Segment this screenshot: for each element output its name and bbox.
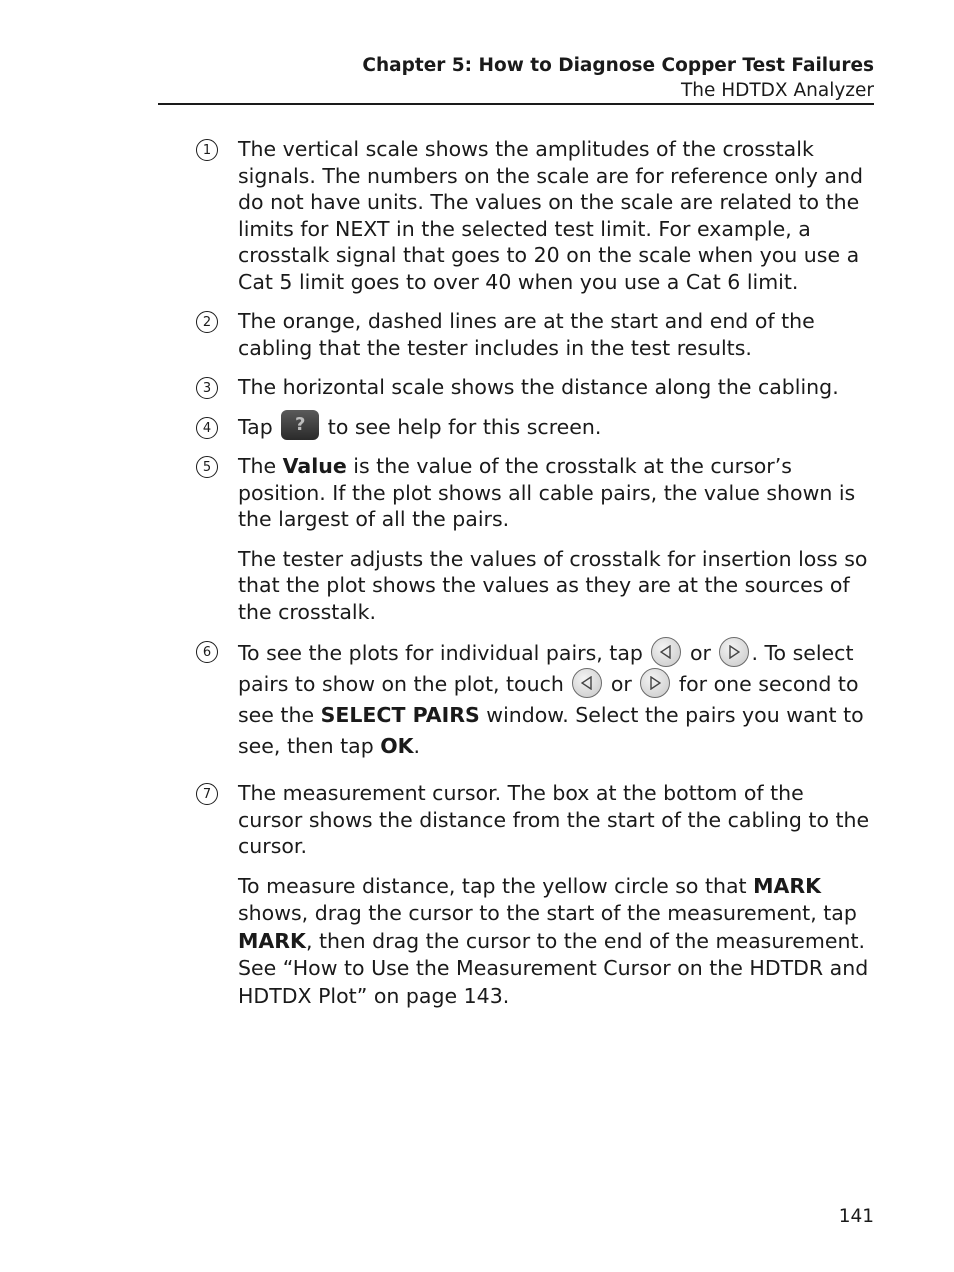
running-header bbox=[362, 53, 874, 103]
callout-text: The Value is the value of the crosstalk at the cursor’s position. If the plot shows all cable pairs, the value shown is the largest of all the pairs. bbox=[238, 454, 856, 531]
callout-text: The horizontal scale shows the distance along the cabling. bbox=[238, 375, 839, 399]
callout-text: The vertical scale shows the amplitudes of the crosstalk signals. The numbers on the scale are for reference only and do not have units. The values on the scale are related to the limits for NEXT in the selected test limit. For example, a crosstalk signal that goes to 20 on the scale when you use a Cat 5 limit goes to over 40 when you use a Cat 6 limit. bbox=[238, 137, 863, 294]
right-arrow-icon bbox=[640, 668, 670, 698]
callout-item-4 bbox=[196, 414, 874, 441]
chapter-title: Chapter 5: How to Diagnose Copper Test Failures bbox=[362, 55, 874, 76]
callout-text: The measurement cursor. The box at the bottom of the cursor shows the distance from the start of the cabling to the cursor. bbox=[238, 781, 870, 858]
callout-number: 1 bbox=[196, 139, 218, 161]
callout-item-1 bbox=[196, 136, 874, 295]
section-title: The HDTDX Analyzer bbox=[680, 80, 874, 101]
left-arrow-icon bbox=[651, 637, 681, 667]
callout-item-3 bbox=[196, 374, 874, 401]
help-question-icon: ? bbox=[281, 410, 319, 440]
callout-text-2: To measure distance, tap the yellow circle so that MARK shows, drag the cursor to the start of the measurement, tap MARK, then drag the cursor to the end of the measurement. See “How to Use the Measurement Cursor on the HDTDR and HDTDX Plot” on page 143. bbox=[238, 873, 869, 1008]
callout-number: 3 bbox=[196, 377, 218, 399]
callout-item-2 bbox=[196, 308, 874, 361]
header-rule bbox=[158, 103, 874, 105]
callout-list bbox=[196, 136, 874, 1023]
right-arrow-icon bbox=[719, 637, 749, 667]
callout-text-2: The tester adjusts the values of crosstalk for insertion loss so that the plot shows the values as they are at the sources of the crosstalk. bbox=[238, 546, 868, 624]
callout-text: To see the plots for individual pairs, tap or . To select pairs to show on the plot, touch or for one second to see the SELECT PAIRS window. Select the pairs you want to see, then tap OK. bbox=[238, 638, 874, 762]
callout-number: 5 bbox=[196, 456, 218, 478]
callout-text: The orange, dashed lines are at the start and end of the cabling that the tester includes in the test results. bbox=[238, 309, 815, 360]
callout-number: 7 bbox=[196, 783, 218, 805]
callout-item-6 bbox=[196, 638, 874, 762]
page-number: 141 bbox=[838, 1206, 874, 1227]
callout-number: 2 bbox=[196, 311, 218, 333]
left-arrow-icon bbox=[572, 668, 602, 698]
callout-item-5 bbox=[196, 453, 874, 625]
callout-number: 6 bbox=[196, 641, 218, 663]
callout-item-7 bbox=[196, 780, 874, 1010]
callout-number: 4 bbox=[196, 417, 218, 439]
callout-text: Tap ? to see help for this screen. bbox=[238, 414, 874, 441]
